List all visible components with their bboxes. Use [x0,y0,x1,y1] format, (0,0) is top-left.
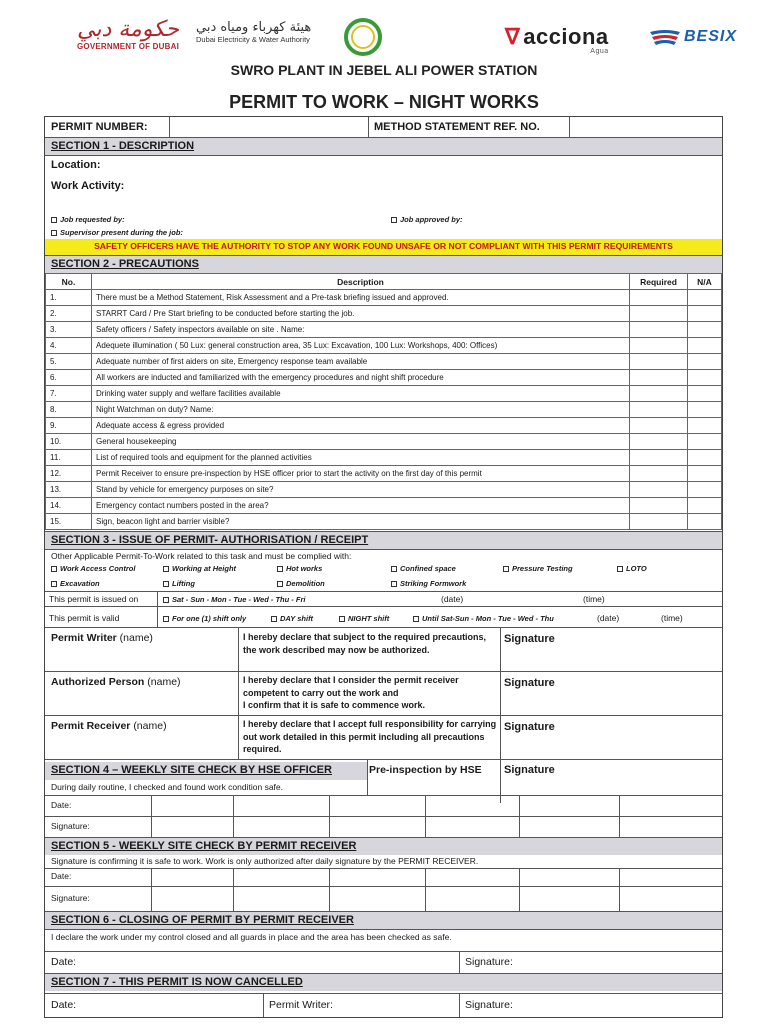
row-number: 9. [46,418,92,434]
permit-label: Excavation [60,579,100,588]
row-required-cell[interactable] [630,482,688,498]
row-na-cell[interactable] [688,450,722,466]
acciona-mark-icon: ∇ [505,24,521,49]
table-header-row [46,274,722,290]
divider [157,591,158,606]
divider [45,627,722,628]
s6-signature-label: Signature: [465,956,513,968]
s7-signature-label: Signature: [465,999,513,1011]
divider [519,868,520,911]
authorized-declaration-1: I hereby declare that I consider the permit receiver competent to carry out the work and [243,675,459,698]
divider [519,795,520,837]
divider [263,993,264,1017]
checkbox-icon [271,616,277,622]
row-na-cell[interactable] [688,338,722,354]
until-checkbox[interactable] [413,614,554,623]
authorized-signature-label: Signature [504,677,555,689]
divider [329,795,330,837]
divider [459,951,460,973]
permit-work-access-checkbox[interactable] [51,564,135,573]
dewa-ring-icon [342,16,384,58]
row-na-cell[interactable] [688,370,722,386]
divider [45,715,722,716]
checkbox-icon [413,616,419,622]
table-row [46,322,722,338]
supervisor-label: Supervisor present during the job: [60,228,183,237]
checkbox-icon [163,566,169,572]
row-description: Drinking water supply and welfare facilities available [92,386,630,402]
row-number: 10. [46,434,92,450]
issued-days-label: Sat - Sun - Mon - Tue - Wed - Thu - Fri [172,595,306,604]
permit-label: Striking Formwork [400,579,467,588]
row-description: Adequate access & egress provided [92,418,630,434]
row-na-cell[interactable] [688,482,722,498]
dewa-english: Dubai Electricity & Water Authority [196,35,310,44]
divider [151,795,152,837]
row-number: 6. [46,370,92,386]
row-required-cell[interactable] [630,514,688,530]
section-7-header: SECTION 7 - THIS PERMIT IS NOW CANCELLED [45,973,722,991]
row-number: 3. [46,322,92,338]
row-number: 1. [46,290,92,306]
row-required-cell[interactable] [630,322,688,338]
permit-label: Work Access Control [60,564,136,573]
checkbox-icon [339,616,345,622]
authorized-person-role: Authorized Person [51,676,145,688]
divider [45,951,722,952]
page-title: PERMIT TO WORK – NIGHT WORKS [229,92,539,112]
table-row [46,450,722,466]
checkbox-icon [163,597,169,603]
name-hint: (name) [147,676,181,688]
table-row [46,386,722,402]
s7-writer-label: Permit Writer: [269,999,333,1011]
other-permits-label: Other Applicable Permit-To-Work related to this task and must be complied with: [51,551,352,561]
row-description: Stand by vehicle for emergency purposes on site? [92,482,630,498]
job-requested-label: Job requested by: [60,215,125,224]
row-description: Adequete illumination ( 50 Lux: general construction area, 35 Lux: Excavation, 100 Lux: Workshops, 400: Offices) [92,338,630,354]
divider [233,868,234,911]
acciona-name: acciona [523,24,609,49]
table-row [46,418,722,434]
supervisor-checkbox[interactable] [51,228,183,237]
s6-text: I declare the work under my control closed and all guards in place and the area has been checked as safe. [51,932,452,942]
divider [45,868,722,869]
col-na: N/A [688,274,722,290]
authorized-person-label [51,676,181,688]
s5-date-label: Date: [51,871,72,881]
row-required-cell[interactable] [630,290,688,306]
row-number: 13. [46,482,92,498]
one-shift-label: For one (1) shift only [172,614,247,623]
table-row [46,514,722,530]
row-na-cell[interactable] [688,418,722,434]
row-number: 4. [46,338,92,354]
checkbox-icon [163,616,169,622]
row-na-cell[interactable] [688,514,722,530]
issued-time-label: (time) [583,594,605,604]
row-required-cell[interactable] [630,450,688,466]
day-shift-checkbox[interactable] [271,614,313,623]
safety-warning-banner: SAFETY OFFICERS HAVE THE AUTHORITY TO STOP ANY WORK FOUND UNSAFE OR NOT COMPLIANT WITH THIS PERMIT REQUIREMENTS [45,239,722,255]
row-na-cell[interactable] [688,306,722,322]
row-description: Emergency contact numbers posted in the area? [92,498,630,514]
section-6-header: SECTION 6 - CLOSING OF PERMIT BY PERMIT RECEIVER [45,911,722,929]
table-row [46,338,722,354]
permit-label: Hot works [286,564,323,573]
divider [233,795,234,837]
table-row [46,354,722,370]
divider [459,993,460,1017]
authorized-declaration [243,674,498,712]
divider [45,795,722,796]
permit-excavation-checkbox[interactable] [51,579,100,588]
row-na-cell[interactable] [688,434,722,450]
table-row [46,306,722,322]
divider [45,671,722,672]
pre-inspection-label: Pre-inspection by HSE [369,764,482,776]
permit-receiver-role: Permit Receiver [51,720,131,732]
name-hint: (name) [133,720,167,732]
row-required-cell[interactable] [630,418,688,434]
row-required-cell[interactable] [630,498,688,514]
row-number: 11. [46,450,92,466]
row-required-cell[interactable] [630,338,688,354]
checkbox-icon [163,581,169,587]
permit-form [44,116,723,1018]
section-3-header: SECTION 3 - ISSUE OF PERMIT- AUTHORISATION / RECEIPT [45,531,722,549]
table-row [46,290,722,306]
location-label: Location: [51,159,101,171]
section-2-header: SECTION 2 - PRECAUTIONS [45,255,722,273]
row-na-cell[interactable] [688,354,722,370]
method-ref-label: METHOD STATEMENT REF. NO. [374,121,540,133]
permit-writer-label [51,632,153,644]
routine-text: During daily routine, I checked and found work condition safe. [51,782,283,792]
row-description: STARRT Card / Pre Start briefing to be conducted before starting the job. [92,306,630,322]
row-na-cell[interactable] [688,386,722,402]
table-row [46,402,722,418]
divider [238,627,239,759]
header-logos [0,10,768,66]
authorized-declaration-2: I confirm that it is safe to commence work. [243,700,426,710]
row-number: 14. [46,498,92,514]
permit-label: Lifting [172,579,195,588]
section-1-header: SECTION 1 - DESCRIPTION [45,137,722,155]
s5-signature-label: Signature: [51,893,90,903]
row-number: 8. [46,402,92,418]
divider [367,759,368,795]
permit-label: Demolition [286,579,325,588]
besix-name: BESIX [684,28,738,46]
divider [425,868,426,911]
table-row [46,370,722,386]
divider [151,868,152,911]
row-required-cell[interactable] [630,306,688,322]
col-no: No. [46,274,92,290]
row-na-cell[interactable] [688,466,722,482]
dewa-arabic: هيئة كهرباء ومياه دبي [196,20,312,35]
row-na-cell[interactable] [688,290,722,306]
valid-time-label: (time) [661,613,683,623]
divider [45,759,722,760]
name-hint: (name) [119,632,153,644]
section-4-header: SECTION 4 – WEEKLY SITE CHECK BY HSE OFFICER [45,762,367,780]
s7-date-label: Date: [51,999,77,1011]
permit-writer-declaration: I hereby declare that subject to the required precautions, the work described may now be authorized. [243,632,487,655]
until-days: Sat-Sun - Mon - Tue - Wed - Thu [440,614,554,623]
issued-date-label: (date) [441,594,464,604]
checkbox-icon [51,230,57,236]
divider [45,993,722,994]
table-row [46,434,722,450]
row-required-cell[interactable] [630,434,688,450]
permit-pressure-checkbox[interactable] [503,564,573,573]
gov-arabic: حكومة دبي [77,17,179,42]
besix-logo [648,28,737,46]
row-description: Safety officers / Safety inspectors available on site . Name: [92,322,630,338]
acciona-logo [505,24,609,55]
permit-label: LOTO [626,564,647,573]
method-ref-field[interactable] [570,117,722,137]
checkbox-icon [391,566,397,572]
until-label: Until [422,614,439,623]
row-required-cell[interactable] [630,386,688,402]
row-na-cell[interactable] [688,498,722,514]
col-description: Description [92,274,630,290]
row-description: Night Watchman on duty? Name: [92,402,630,418]
dewa-logo [192,20,392,44]
hse-signature-label: Signature [504,764,555,776]
permit-number-field[interactable] [170,117,368,137]
gov-english: GOVERNMENT OF DUBAI [76,42,180,51]
checkbox-icon [617,566,623,572]
section-5-header: SECTION 5 - WEEKLY SITE CHECK BY PERMIT RECEIVER [45,837,722,855]
row-required-cell[interactable] [630,466,688,482]
divider [368,117,369,137]
permit-label: Confined space [400,564,456,573]
table-row [46,498,722,514]
divider [45,549,722,550]
divider [45,886,722,887]
row-number: 15. [46,514,92,530]
row-na-cell[interactable] [688,322,722,338]
table-row [46,482,722,498]
table-row [46,466,722,482]
checkbox-icon [503,566,509,572]
checkbox-icon [51,217,57,223]
divider [45,606,722,607]
s5-text: Signature is confirming it is safe to work. Work is only authorized after daily signature by the PERMIT RECEIVER. [51,856,479,866]
day-shift-label: DAY shift [280,614,314,623]
s4-signature-label: Signature: [51,821,90,831]
work-activity-label: Work Activity: [51,180,125,192]
permit-hot-works-checkbox[interactable] [277,564,322,573]
plant-name: SWRO PLANT IN JEBEL ALI POWER STATION [230,62,538,78]
row-description: Sign, beacon light and barrier visible? [92,514,630,530]
divider [45,155,722,156]
col-required: Required [630,274,688,290]
writer-signature-label: Signature [504,633,555,645]
valid-label: This permit is valid [49,613,120,623]
permit-height-checkbox[interactable] [163,564,236,573]
row-description: Permit Receiver to ensure pre-inspection by HSE officer prior to start the activity on the first day of this permit [92,466,630,482]
divider [45,591,722,592]
divider [45,929,722,930]
night-shift-label: NIGHT shift [348,614,390,623]
permit-formwork-checkbox[interactable] [391,579,466,588]
row-description: All workers are inducted and familiarized with the emergency procedures and night shift procedure [92,370,630,386]
permit-confined-checkbox[interactable] [391,564,456,573]
permit-label: Working at Height [172,564,237,573]
row-number: 7. [46,386,92,402]
divider [619,868,620,911]
row-description: There must be a Method Statement, Risk Assessment and a Pre-task briefing issued and approved. [92,290,630,306]
checkbox-icon [391,581,397,587]
government-of-dubai-logo [68,18,188,51]
issued-days-checkbox[interactable] [163,595,305,604]
row-na-cell[interactable] [688,402,722,418]
permit-writer-role: Permit Writer [51,632,117,644]
job-requested-checkbox[interactable] [51,215,125,224]
s6-date-label: Date: [51,956,77,968]
issued-on-label: This permit is issued on [49,594,139,604]
checkbox-icon [51,566,57,572]
divider [329,868,330,911]
precautions-table [45,273,722,530]
valid-date-label: (date) [597,613,620,623]
permit-lifting-checkbox[interactable] [163,579,195,588]
permit-demolition-checkbox[interactable] [277,579,325,588]
checkbox-icon [277,566,283,572]
row-number: 2. [46,306,92,322]
row-description: General housekeeping [92,434,630,450]
divider [45,816,722,817]
acciona-sub: Agua [590,48,609,55]
row-required-cell[interactable] [630,370,688,386]
row-description: Adequate number of first aiders on site, Emergency response team available [92,354,630,370]
divider [157,606,158,627]
s4-date-label: Date: [51,800,72,810]
row-required-cell[interactable] [630,402,688,418]
job-approved-checkbox[interactable] [391,215,463,224]
permit-loto-checkbox[interactable] [617,564,647,573]
row-required-cell[interactable] [630,354,688,370]
row-number: 5. [46,354,92,370]
besix-swoosh-icon [648,28,682,46]
checkbox-icon [391,217,397,223]
row-description: List of required tools and equipment for the planned activities [92,450,630,466]
checkbox-icon [277,581,283,587]
job-approved-label: Job approved by: [400,215,463,224]
receiver-signature-label: Signature [504,721,555,733]
night-shift-checkbox[interactable] [339,614,389,623]
permit-receiver-label [51,720,167,732]
divider [425,795,426,837]
row-number: 12. [46,466,92,482]
checkbox-icon [51,581,57,587]
divider [619,795,620,837]
one-shift-checkbox[interactable] [163,614,246,623]
permit-number-label: PERMIT NUMBER: [51,121,148,133]
permit-label: Pressure Testing [512,564,573,573]
permit-receiver-declaration: I hereby declare that I accept full responsibility for carrying out work detailed in this permit including all precautions required. [243,719,497,754]
